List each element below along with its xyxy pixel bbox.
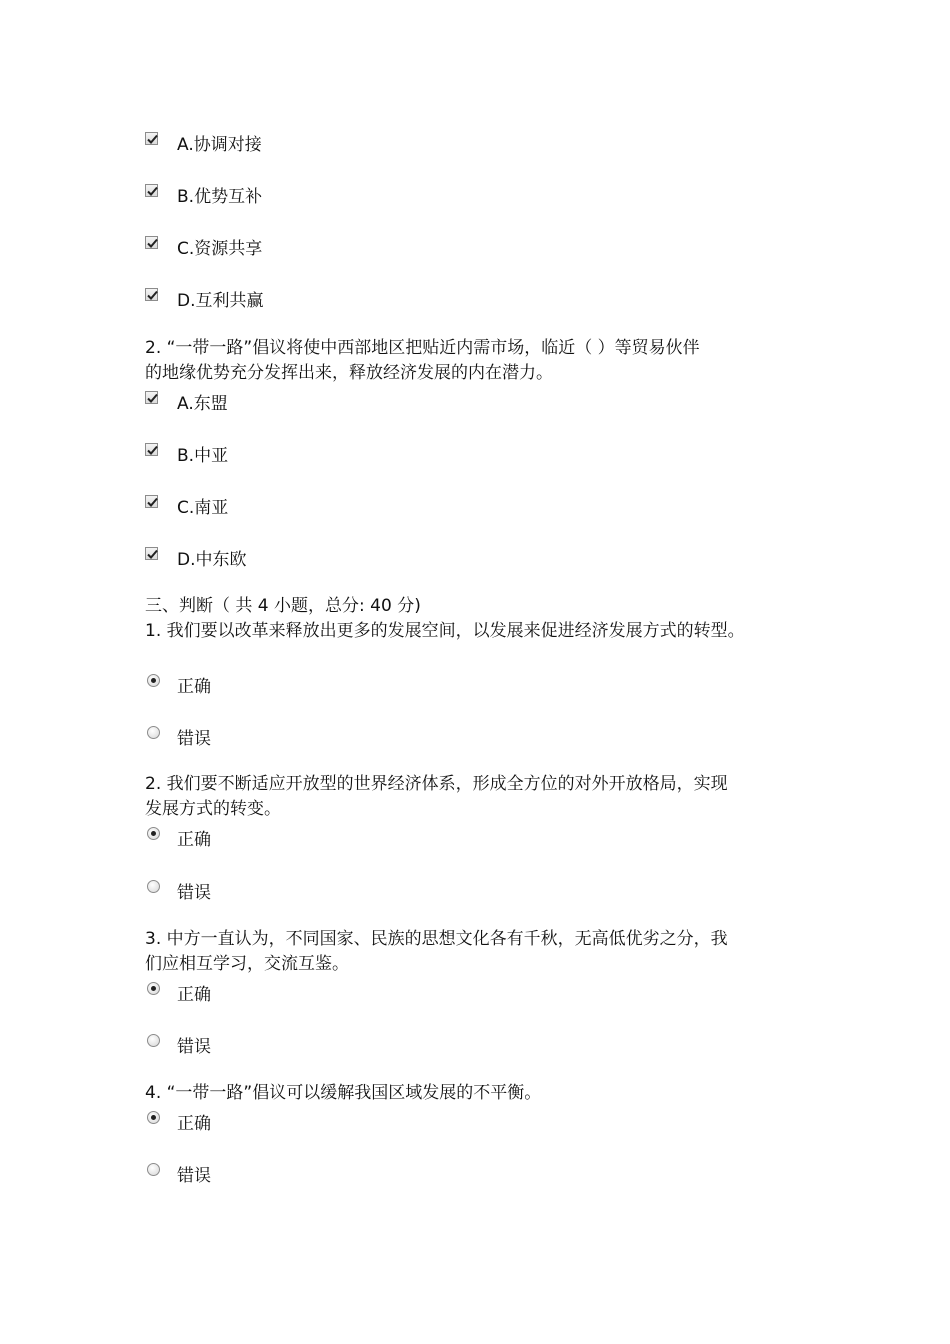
question-line: 2. “一带一路”倡议将使中西部地区把贴近内需市场，临近（ ）等贸易伙伴 <box>145 338 700 358</box>
option-label: B.优势互补 <box>177 187 263 207</box>
checkbox-checked-icon[interactable] <box>145 288 158 301</box>
question-text <box>145 619 815 644</box>
radio-unselected-icon[interactable] <box>147 880 160 893</box>
option-label: 错误 <box>177 1037 211 1057</box>
checkbox-checked-icon[interactable] <box>145 443 158 456</box>
option-label: B.中亚 <box>177 446 229 466</box>
option-label: C.资源共享 <box>177 239 263 259</box>
option-label: 正确 <box>177 677 211 697</box>
checkbox-checked-icon[interactable] <box>145 132 158 145</box>
question-text <box>145 336 815 386</box>
radio-selected-icon[interactable] <box>147 827 160 840</box>
checkbox-checked-icon[interactable] <box>145 236 158 249</box>
question-text <box>145 1081 815 1106</box>
option-label: 错误 <box>177 883 211 903</box>
option-label: A.协调对接 <box>177 135 262 155</box>
radio-unselected-icon[interactable] <box>147 1034 160 1047</box>
section-heading: 三、判断（ 共 4 小题，总分: 40 分) <box>145 596 421 616</box>
option-label: 错误 <box>177 729 211 749</box>
option-label: 正确 <box>177 830 211 850</box>
question-text <box>145 927 815 977</box>
radio-selected-icon[interactable] <box>147 674 160 687</box>
option-label: 错误 <box>177 1166 211 1186</box>
checkbox-checked-icon[interactable] <box>145 184 158 197</box>
question-line: 的地缘优势充分发挥出来，释放经济发展的内在潜力。 <box>145 363 553 383</box>
option-label: 正确 <box>177 1114 211 1134</box>
radio-selected-icon[interactable] <box>147 982 160 995</box>
question-line: 1. 我们要以改革来释放出更多的发展空间，以发展来促进经济发展方式的转型。 <box>145 621 745 641</box>
checkbox-checked-icon[interactable] <box>145 495 158 508</box>
radio-unselected-icon[interactable] <box>147 726 160 739</box>
checkbox-checked-icon[interactable] <box>145 547 158 560</box>
question-line: 2. 我们要不断适应开放型的世界经济体系，形成全方位的对外开放格局，实现 <box>145 774 728 794</box>
question-text <box>145 772 815 822</box>
option-label: D.中东欧 <box>177 550 247 570</box>
question-line: 发展方式的转变。 <box>145 799 281 819</box>
radio-selected-icon[interactable] <box>147 1111 160 1124</box>
question-line: 3. 中方一直认为，不同国家、民族的思想文化各有千秋，无高低优劣之分，我 <box>145 929 728 949</box>
option-label: A.东盟 <box>177 394 228 414</box>
radio-unselected-icon[interactable] <box>147 1163 160 1176</box>
option-label: C.南亚 <box>177 498 229 518</box>
option-label: D.互利共赢 <box>177 291 264 311</box>
option-label: 正确 <box>177 985 211 1005</box>
question-line: 们应相互学习，交流互鉴。 <box>145 954 349 974</box>
checkbox-checked-icon[interactable] <box>145 391 158 404</box>
question-line: 4. “一带一路”倡议可以缓解我国区域发展的不平衡。 <box>145 1083 542 1103</box>
